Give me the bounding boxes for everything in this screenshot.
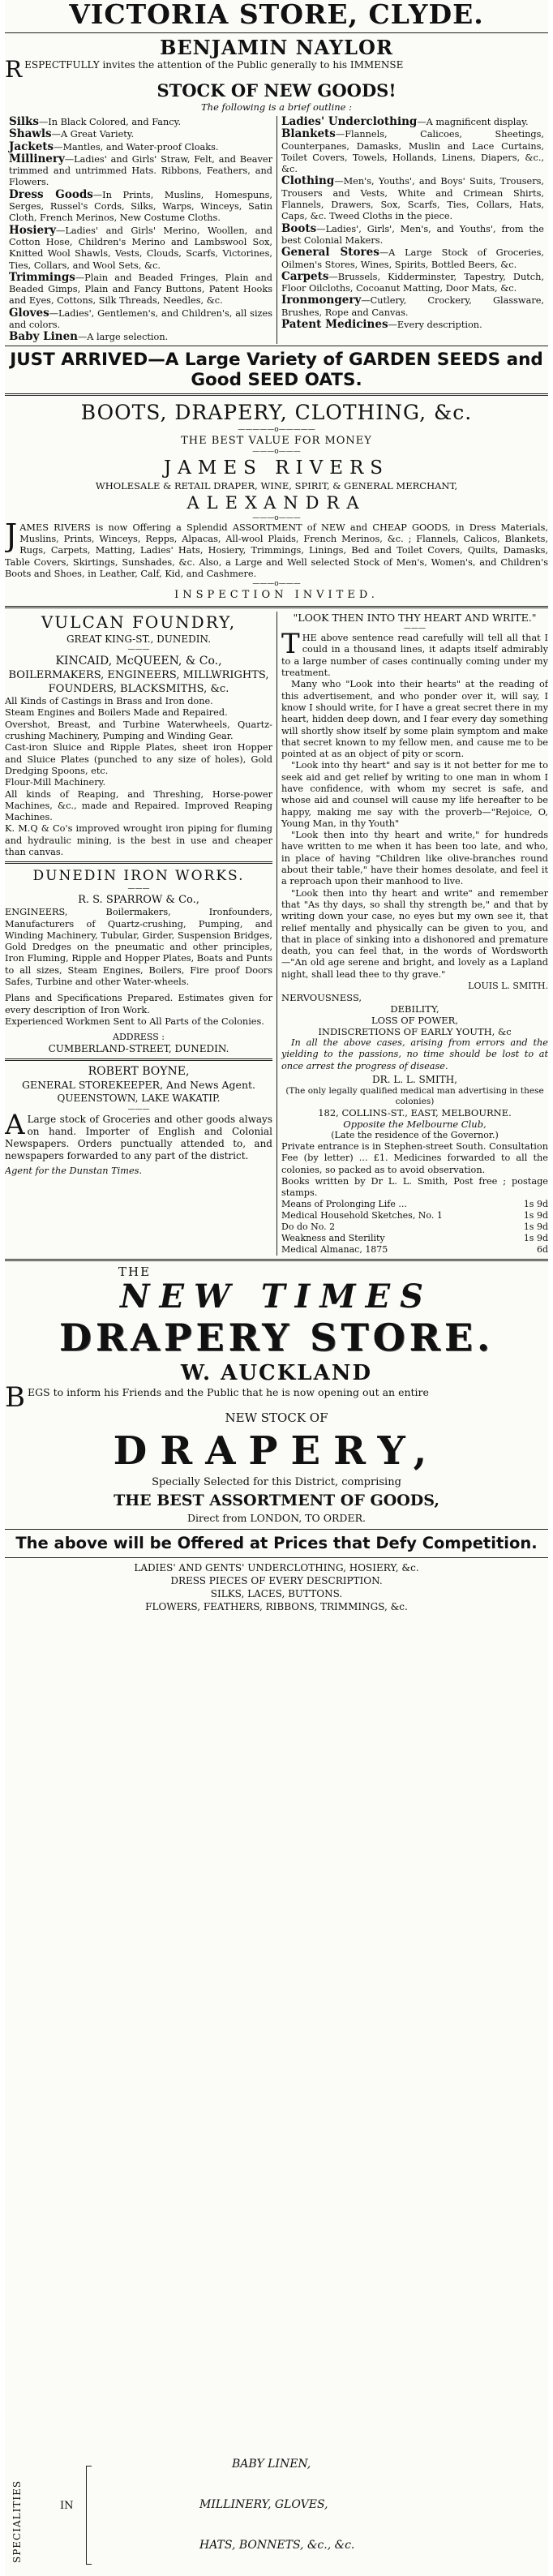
dunedin-body: ENGINEERS, Boilermakers, Ironfounders, Manufacturers of Quartz-crushing, Pumping, and Winding Machinery, Tubular, Girder, Suspension Bridges, Gold Dredges on the pneumatic and other principles, Iron Fluming, Ripple and Hopper Plates, Boats and Punts to all sizes, Steam Engines, Boilers, Fire proof Doors Safes, Turbine and other Water-wheels. — [5, 907, 272, 988]
auckland-spec-1: BABY LINEN, — [232, 2458, 311, 2471]
auckland-new-times: NEW TIMES — [119, 1277, 434, 1316]
middle-left-column — [5, 612, 276, 1256]
smith-nerv-2: DEBILITY, — [390, 1003, 439, 1015]
vulcan-advert: VULCAN FOUNDRY, GREAT KING-ST., DUNEDIN. ——— KINCAID, McQUEEN, & Co., BOILERMAKERS, ENGINEERS, MILLWRIGHTS, FOUNDERS, BLACKSMITHS, &c. All Kinds of Castings in Brass and Iron done. Steam Engines and Boilers Made and Repaired. Overshot, Breast, and Turbine Waterwheels, Quartz-crushing Machinery, Pumping and Winding Gear. Cast-iron Sluice and Ripple Plates, sheet iron Hopper and Sluice Plates (punched to any size of holes), Gold Dredging Spoons, etc. Flour-Mill Machinery. All kinds of Reaping, and Threshing, Horse-power Machines, &c., made and Repaired. Improved Reaping Machines. K. M.Q & Co's improved wrought iron piping for fluming and hydraulic mining, is the best in use and cheaper than canvas. — [5, 612, 272, 857]
smith-p7: Private entrance is in Stephen-street South. Consultation Fee (by letter) ... £1. Medicines forwarded to all the colonies, so packed as to avoid observation. — [281, 1140, 548, 1175]
victoria-intro: ESPECTFULLY invites the attention of the Public generally to his IMMENSE — [24, 59, 404, 71]
drop-cap: J — [5, 517, 18, 553]
rivers-town: ALEXANDRA — [186, 492, 367, 513]
auckland-in: IN — [60, 2500, 74, 2512]
boyne-name: ROBERT BOYNE, — [88, 1065, 190, 1079]
smith-nerv-4: INDISCRETIONS OF EARLY YOUTH, &c — [318, 1026, 512, 1038]
rivers-inspection: INSPECTION INVITED. — [174, 589, 379, 602]
victoria-item-heading: Baby Linen — [9, 330, 78, 344]
victoria-item — [281, 247, 544, 271]
dunedin-address: CUMBERLAND-STREET, DUNEDIN. — [48, 1043, 229, 1055]
victoria-item-text: —Brussels, Kidderminster, Tapestry, Dutch, Floor Oilcloths, Cocoanut Matting, Door Mats, &c. — [281, 271, 544, 294]
auckland-drapery-store: DRAPERY STORE. — [59, 1316, 494, 1360]
price-row — [281, 1199, 548, 1210]
victoria-item — [9, 141, 272, 153]
victoria-item-text: —Ladies', Gentlemen's, and Children's, all sizes and colors. — [9, 307, 272, 331]
victoria-item-heading: Silks — [9, 115, 39, 128]
victoria-item — [281, 116, 544, 128]
victoria-outline: The following is a brief outline : — [201, 101, 352, 113]
smith-p8: Books written by Dr L. L. Smith, Post free ; postage stamps. — [281, 1175, 548, 1199]
rivers-name: JAMES RIVERS — [163, 457, 390, 479]
smith-p3: "Look into thy heart" and say is it not better for me to seek aid and get relief by writing to one man in whom I have confidence, with whom my secret is safe, and whose aid and counsel will cause my life hereafter to be happy, making me say with the proverb—"Rejoice, O, Young Man, in thy Youth" — [281, 760, 548, 829]
victoria-item-heading: Dress Goods — [9, 187, 93, 201]
auckland-specialities-label: SPECIALITIES — [11, 2479, 23, 2563]
rivers-title: BOOTS, DRAPERY, CLOTHING, &c. — [80, 400, 473, 424]
victoria-item-heading: Gloves — [9, 306, 49, 320]
price-row — [281, 1210, 548, 1221]
boyne-advert: ROBERT BOYNE, GENERAL STOREKEEPER, And News Agent. QUEENSTOWN, LAKE WAKATIP. ——— A Large stock of Groceries and other goods always on hand. Importer of English and Colonial Newspapers. Orders punctually attended to, and newspapers forwarded to any part of the district. Agent for the Dunstan Times. — [5, 1065, 272, 1177]
drop-cap: R — [5, 56, 23, 83]
victoria-item-heading: Shawls — [9, 127, 52, 141]
victoria-item — [9, 307, 272, 332]
smith-price-list — [281, 1199, 548, 1256]
price-value: 1s 9d — [523, 1233, 548, 1244]
victoria-left-column — [5, 116, 276, 344]
rivers-sub: THE BEST VALUE FOR MONEY — [181, 434, 372, 447]
auckland-body: EGS to inform his Friends and the Public that he is now opening out an entire — [28, 1386, 429, 1399]
vulcan-body-2: Steam Engines and Boilers Made and Repaired. — [5, 707, 228, 719]
auckland-best: THE BEST ASSORTMENT OF GOODS, — [114, 1492, 439, 1510]
auckland-spec-2: MILLINERY, GLOVES, — [199, 2498, 328, 2511]
smith-advert: "LOOK THEN INTO THY HEART AND WRITE." ——— T HE above sentence read carefully will tell all that I could in a thousand lines, it adapts itself admirably to a large number of cases continually coming under my treatment. Many who "Look into their hearts" at the reading of this advertisement, and who ponder over it, will say, I know I should write, for I have a great secret there in my heart, hidden deep down, and I fear every day something will shortly show itself by some plain symptom and make that secret known to my fellow men, and cause me to be pointed at as an object of pity or scorn. "Look into thy heart" and say is it not better for me to seek aid and get relief by writing to one man in whom I have confidence, with whom my secret is safe, and whose aid and counsel will cause my life hereafter to be happy, making me say with the proverb—"Rejoice, O, Young Man, in thy Youth" "Look then into thy heart and write," for hundreds have written to me when it has been too late, and who, in place of having "Children like olive-branches round about their table," have their homes desolate, and feel it a reproach upon their manhood to live. "Look then into thy heart and write" and remember that "As thy days, so shall thy strength be," and that by writing down your case, no eyes but my own see it, that relief mentally and physically can be given to you, and that in place of sinking into a dishonored and premature death, you can feel that, in the words of Wordsworth —"An old age serene and bright, and lovely as a Lapland night, shall lead thee to thy grave." LOUIS L. SMITH. NERVOUSNESS, DEBILITY, LOSS OF POWER, INDISCRETIONS OF EARLY YOUTH, &c In all the above cases, arising from errors and the yielding to the passions, no time should be lost to at once arrest the progress of disease. DR. L. L. SMITH, (The only legally qualified medical man advertising in these colonies) 182, COLLINS-ST., EAST, MELBOURNE. Opposite the Melbourne Club, (Late the residence of the Governor.) Private entrance is in Stephen-street South. Consultation Fee (by letter) ... £1. Medicines forwarded to all the colonies, so packed as to avoid observation. Books written by Dr L. L. Smith, Post free ; postage stamps. Means of Prolonging Life ... 1s 9d Medical Household Sketches, No. 1 1s 9d Do do No. 2 1s 9d Weakness and Sterility 1s 9d Medical Almanac, 1875 6d — [281, 612, 548, 1256]
victoria-item-text: —A large selection. — [77, 332, 169, 343]
middle-right-column — [276, 612, 548, 1256]
vulcan-body-6: All kinds of Reaping, and Threshing, Horse-power Machines, &c., made and Repaired. Improved Reaping Machines. — [5, 788, 272, 823]
price-item: Medical Household Sketches, No. 1 — [281, 1210, 443, 1221]
dunedin-firm: R. S. SPARROW & Co., — [78, 894, 199, 907]
victoria-item-text: —Plain and Beaded Fringes, Plain and Beaded Gimps, Plain and Fancy Buttons, Patent Hooks and Eyes, Cottons, Silk Threads, Needles, &c. — [9, 272, 272, 307]
boyne-trade: GENERAL STOREKEEPER, And News Agent. — [21, 1079, 255, 1092]
victoria-item — [281, 128, 544, 175]
victoria-item-text: —A Great Variety. — [51, 129, 135, 140]
auckland-specialities — [11, 2441, 36, 2571]
price-row — [281, 1244, 548, 1256]
victoria-item-text: —A Large Stock of Groceries, Oilmen's Stores, Wines, Spirits, Bottled Beers, &c. — [281, 247, 544, 270]
auckland-name: W. AUCKLAND — [180, 1361, 373, 1386]
victoria-name: BENJAMIN NAYLOR — [160, 36, 393, 59]
vulcan-body-1: All Kinds of Castings in Brass and Iron done. — [5, 696, 213, 707]
victoria-item-heading: Trimmings — [9, 270, 75, 284]
victoria-item — [281, 319, 544, 331]
price-value: 1s 9d — [523, 1221, 548, 1233]
smith-dr: DR. L. L. SMITH, — [371, 1073, 457, 1085]
dunedin-advert: DUNEDIN IRON WORKS. ——— R. S. SPARROW & Co., ENGINEERS, Boilermakers, Ironfounders, Manufacturers of Quartz-crushing, Pumping, and Winding Machinery, Tubular, Girder, Suspension Bridges, Gold Dredges on the pneumatic and other principles, Iron Fluming, Ripple and Hopper Plates, Boats and Punts to all sizes, Steam Engines, Boilers, Fire proof Doors Safes, Turbine and other Water-wheels. Plans and Specifications Prepared. Estimates given for every description of Iron Work. Experienced Workmen Sent to All Parts of the Colonies. ADDRESS : CUMBERLAND-STREET, DUNEDIN. — [5, 868, 272, 1055]
victoria-item-heading: Hosiery — [9, 223, 57, 237]
victoria-item-text: —Cutlery, Crockery, Glassware, Brushes, Rope and Canvas. — [281, 295, 544, 318]
victoria-item — [281, 223, 544, 247]
smith-dr-late: (Late the residence of the Governor.) — [331, 1129, 499, 1140]
victoria-item — [9, 272, 272, 307]
victoria-item-heading: General Stores — [281, 246, 379, 260]
dunedin-plans: Plans and Specifications Prepared. Estimates given for every description of Iron Work. — [5, 993, 272, 1015]
victoria-item-text: —Mantles, and Water-proof Cloaks. — [54, 141, 219, 152]
drop-cap: T — [281, 628, 300, 661]
boyne-town: QUEENSTOWN, LAKE WAKATIP. — [57, 1093, 221, 1105]
victoria-item-text: —In Prints, Muslins, Homespuns, Serges, Russel's Cords, Silks, Warps, Winceys, Satin Cloth, French Merinos, New Costume Cloths. — [9, 189, 272, 224]
auckland-direct: Direct from LONDON, TO ORDER. — [187, 1512, 366, 1525]
price-item: Do do No. 2 — [281, 1221, 336, 1233]
boyne-body: Large stock of Groceries and other goods always on hand. Importer of English and Colonial Newspapers. Orders punctually attended to, and newspapers forwarded to any part of the district. — [5, 1114, 272, 1162]
victoria-item-heading: Clothing — [281, 174, 335, 188]
victoria-item — [281, 175, 544, 222]
victoria-item-heading: Blankets — [281, 127, 336, 141]
smith-title: "LOOK THEN INTO THY HEART AND WRITE." — [293, 612, 537, 625]
rivers-trade: WHOLESALE & RETAIL DRAPER, WINE, SPIRIT, & GENERAL MERCHANT, — [95, 479, 458, 492]
smith-nerv-3: LOSS OF POWER, — [371, 1015, 459, 1027]
price-item: Weakness and Sterility — [281, 1233, 385, 1244]
auckland-the: THE — [118, 1264, 152, 1280]
smith-p1: HE above sentence read carefully will tell all that I could in a thousand lines, it adapts itself admirably to a large number of cases continually coming under my treatment. — [281, 633, 548, 679]
drop-cap: A — [5, 1109, 25, 1142]
vulcan-street: GREAT KING-ST., DUNEDIN. — [66, 633, 212, 646]
rivers-advert: BOOTS, DRAPERY, CLOTHING, &c. —————o————— THE BEST VALUE FOR MONEY ———o——— JAMES RIVERS WHOLESALE & RETAIL DRAPER, WINE, SPIRIT, & GENERAL MERCHANT, ALEXANDRA ———o——— J AMES RIVERS is now Offering a Splendid ASSORTMENT of NEW and CHEAP GOODS, in Dress Materials, Muslins, Prints, Winceys, Repps, Alpacas, All-wool Plaids, French Merinos, &c. ; Flannels, Calicos, Blankets, Rugs, Carpets, Matting, Ladies' Hats, Hosiery, Trimmings, Linings, Bed and Toilet Covers, Quilts, Damasks, Table Covers, Skirtings, Sunshades, &c. Also, a Large and Well selected Stock of Men's, Women's, and Children's Boots and Shoes, in Leather, Calf, Kid, and Cashmere. ———o——— INSPECTION INVITED. — [5, 399, 548, 608]
victoria-item — [9, 128, 272, 140]
newspaper-page — [5, 0, 548, 2576]
victoria-item — [9, 189, 272, 225]
victoria-item — [281, 271, 544, 295]
smith-p2: Many who "Look into their hearts" at the reading of this advertisement, and who ponder over it, will say, I know I should write, for I have a great secret there in my heart, hidden deep down, and I fear every day something will shortly show itself by some plain symptom and make that secret known to my fellow men, and cause me to be pointed at as an object of pity or scorn. — [281, 679, 548, 760]
auckland-advert — [5, 1264, 548, 1613]
drop-cap: B — [5, 1381, 25, 1415]
smith-dr-addr: 182, COLLINS-ST., EAST, MELBOURNE. — [318, 1106, 512, 1118]
victoria-item-heading: Ladies' Underclothing — [281, 115, 418, 128]
victoria-item-heading: Boots — [281, 221, 317, 235]
smith-nerv-1: NERVOUSNESS, — [281, 992, 362, 1004]
victoria-right-column — [276, 116, 548, 344]
victoria-item-text: —Men's, Youths', and Boys' Suits, Trousers, Trousers and Vests, White and Crimean Shirts, Flannels, Drawers, Sox, Scarfs, Ties, Collars, Hats, Caps, &c. Tweed Cloths in the piece. — [281, 176, 544, 222]
brace-bracket — [86, 2466, 92, 2565]
dunedin-workmen: Experienced Workmen Sent to All Parts of the Colonies. — [5, 1015, 264, 1027]
smith-p4: "Look then into thy heart and write," for hundreds have written to me when it has been too late, and who, in place of having "Children like olive-branches round about their table," have their homes desolate, and feel it a reproach upon their manhood to live. — [281, 830, 548, 887]
smith-p5: "Look then into thy heart and write" and remember that "As thy days, so shall thy strength be," and that by writing down your case, no eyes but my own see it, that relief mentally and physically can be given to you, and that in place of sinking into a dishonored and premature death, you can feel that, in the words of Wordsworth —"An old age serene and bright, and lovely as a Lapland night, shall lead thee to thy grave." — [281, 887, 548, 980]
vulcan-body-3: Overshot, Breast, and Turbine Waterwheels, Quartz-crushing Machinery, Pumping and Winding Gear. — [5, 719, 272, 742]
victoria-item-heading: Jackets — [9, 140, 54, 153]
victoria-arrived: JUST ARRIVED—A Large Variety of GARDEN SEEDS and Good SEED OATS. — [10, 349, 543, 390]
dunedin-title: DUNEDIN IRON WORKS. — [32, 868, 245, 885]
rivers-body: AMES RIVERS is now Offering a Splendid ASSORTMENT of NEW and CHEAP GOODS, in Dress Materials, Muslins, Prints, Winceys, Repps, Alpacas, All-wool Plaids, French Merinos, &c. ; Flannels, Calicos, Blankets, Rugs, Carpets, Matting, Ladies' Hats, Hosiery, Trimmings, Linings, Bed and Toilet Covers, Quilts, Damasks, Table Covers, Skirtings, Sunshades, &c. Also, a Large and Well selected Stock of Men's, Women's, and Children's Boots and Shoes, in Leather, Calf, Kid, and Cashmere. — [5, 522, 548, 579]
victoria-store-advert — [5, 0, 548, 396]
victoria-item — [281, 294, 544, 319]
smith-sign: LOUIS L. SMITH. — [468, 981, 548, 992]
price-item: Means of Prolonging Life ... — [281, 1199, 407, 1210]
auckland-selected: Specially Selected for this District, comprising — [152, 1476, 401, 1489]
price-value: 1s 9d — [523, 1199, 548, 1210]
smith-p6: In all the above cases, arising from errors and the yielding to the passions, no time should be lost to at once arrest the progress of disease. — [281, 1037, 548, 1071]
victoria-item — [9, 153, 272, 189]
smith-dr-opp: Opposite the Melbourne Club, — [343, 1118, 487, 1130]
auckland-drapery: DRAPERY, — [113, 1428, 440, 1475]
price-value: 6d — [536, 1244, 548, 1256]
victoria-item — [9, 225, 272, 272]
auckland-list-1: LADIES' AND GENTS' UNDERCLOTHING, HOSIERY, &c. — [134, 1562, 419, 1574]
smith-dr-note: (The only legally qualified medical man advertising in these colonies) — [285, 1085, 544, 1106]
victoria-item-heading: Carpets — [281, 269, 329, 283]
victoria-item-text: —Ladies' and Girls' Merino, Woollen, and Cotton Hose, Children's Merino and Lambswool Sox, Knitted Wool Shawls, Vests, Clouds, Scarfs, Victorines, Ties, Collars, and Wool Sets, &c. — [9, 225, 272, 271]
victoria-item-text: —Ladies' and Girls' Straw, Felt, and Beaver trimmed and untrimmed Hats. Ribbons, Feathers, and Flowers. — [9, 153, 272, 188]
victoria-item-text: —Every description. — [388, 320, 482, 331]
auckland-spec-3: HATS, BONNETS, &c., &c. — [199, 2539, 355, 2552]
middle-columns — [5, 612, 548, 1256]
victoria-item-text: —A magnificent display. — [417, 117, 529, 127]
victoria-item-heading: Ironmongery — [281, 294, 362, 307]
vulcan-title: VULCAN FOUNDRY, — [41, 612, 237, 633]
victoria-title: VICTORIA STORE, CLYDE. — [69, 0, 484, 30]
auckland-new-stock: NEW STOCK OF — [225, 1410, 328, 1426]
price-row — [281, 1233, 548, 1244]
price-item: Medical Almanac, 1875 — [281, 1244, 388, 1256]
auckland-list-4: FLOWERS, FEATHERS, RIBBONS, TRIMMINGS, &c. — [145, 1601, 408, 1613]
victoria-stock: STOCK OF NEW GOODS! — [156, 80, 397, 101]
vulcan-body-5: Flour-Mill Machinery. — [5, 777, 106, 788]
price-row — [281, 1221, 548, 1233]
victoria-item — [9, 331, 272, 343]
victoria-item — [9, 116, 272, 128]
victoria-item-heading: Patent Medicines — [281, 318, 388, 332]
price-value: 1s 9d — [523, 1210, 548, 1221]
vulcan-trades: BOILERMAKERS, ENGINEERS, MILLWRIGHTS, FOUNDERS, BLACKSMITHS, &c. — [8, 669, 269, 696]
victoria-item-text: —In Black Colored, and Fancy. — [38, 117, 182, 127]
vulcan-body-7: K. M.Q & Co's improved wrought iron piping for fluming and hydraulic mining, is the best in use and cheaper than canvas. — [5, 823, 272, 857]
auckland-list-3: SILKS, LACES, BUTTONS. — [210, 1588, 343, 1600]
auckland-offered: The above will be Offered at Prices that Defy Competition. — [15, 1534, 538, 1553]
vulcan-body-4: Cast-iron Sluice and Ripple Plates, sheet iron Hopper and Sluice Plates (punched to any size of holes), Gold Dredging Spoons, etc. — [5, 742, 272, 776]
boyne-agent: Agent for the Dunstan Times. — [5, 1166, 143, 1177]
vulcan-firm: KINCAID, McQUEEN, & Co., — [55, 655, 222, 668]
victoria-item-text: —Flannels, Calicoes, Sheetings, Counterpanes, Damasks, Muslin and Lace Curtains, Toilet Covers, Towels, Hollands, Linens, Diapers, &c., &c. — [281, 129, 544, 175]
auckland-list-2: DRESS PIECES OF EVERY DESCRIPTION. — [170, 1575, 383, 1587]
victoria-item-heading: Millinery — [9, 152, 65, 165]
victoria-item-text: —Ladies', Girls', Men's, and Youths', from the best Colonial Makers. — [281, 223, 544, 246]
dunedin-address-label: ADDRESS : — [113, 1032, 165, 1043]
